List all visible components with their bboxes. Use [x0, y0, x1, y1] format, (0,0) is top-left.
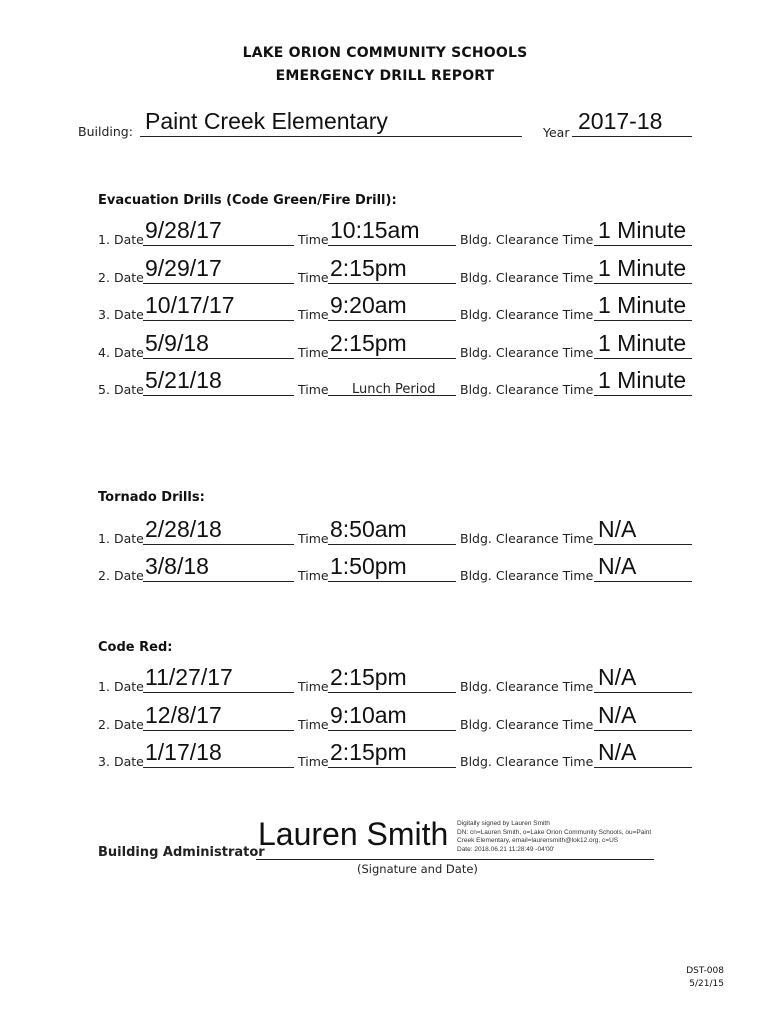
clearance-field-line — [594, 320, 692, 321]
form-footer — [686, 965, 724, 991]
time-field-line — [328, 320, 456, 321]
clearance-label: Bldg. Clearance Time — [460, 269, 594, 285]
clearance-value[interactable]: 1 Minute — [598, 367, 687, 393]
row-number: 1. — [98, 531, 110, 546]
date-value[interactable]: 5/21/18 — [145, 367, 222, 393]
date-field-line — [143, 544, 294, 545]
time-label: Time — [298, 754, 329, 769]
clearance-value[interactable]: N/A — [598, 516, 637, 542]
clearance-value[interactable]: N/A — [598, 553, 637, 579]
form-code: DST-008 — [686, 966, 724, 976]
time-field-line — [328, 358, 456, 359]
date-label: Date — [114, 232, 144, 247]
clearance-label: Bldg. Clearance Time — [460, 531, 594, 546]
date-field-line — [143, 730, 294, 731]
date-label: Date — [114, 754, 144, 769]
clearance-field-line — [594, 358, 692, 359]
clearance-label: Bldg. Clearance Time — [460, 754, 594, 769]
date-label: Date — [114, 269, 144, 285]
row-number: 5. — [98, 382, 110, 397]
year-field-line — [572, 136, 692, 137]
row-number: 1. — [98, 679, 110, 694]
clearance-field-line — [594, 283, 692, 284]
clearance-field-line — [594, 730, 692, 731]
time-label: Time — [298, 344, 329, 360]
clearance-label: Bldg. Clearance Time — [460, 307, 594, 322]
time-value[interactable]: 9:20am — [330, 292, 407, 318]
tornado-heading: Tornado Drills: — [98, 490, 205, 505]
document-title: LAKE ORION COMMUNITY SCHOOLS — [242, 45, 528, 61]
time-value[interactable]: 2:15pm — [330, 329, 407, 356]
date-field-line — [143, 692, 294, 693]
clearance-label: Bldg. Clearance Time — [460, 679, 594, 694]
clearance-label: Bldg. Clearance Time — [460, 344, 594, 360]
time-value[interactable]: 8:50am — [330, 516, 407, 542]
clearance-field-line — [594, 581, 692, 582]
time-label: Time — [298, 232, 329, 247]
date-value[interactable]: 9/29/17 — [145, 254, 222, 281]
date-field-line — [143, 395, 294, 396]
clearance-label: Bldg. Clearance Time — [460, 716, 594, 732]
date-value[interactable]: 2/28/18 — [145, 516, 222, 542]
digital-signature-line: Digitally signed by Lauren Smith — [457, 820, 550, 827]
date-field-line — [143, 581, 294, 582]
time-label: Time — [298, 531, 329, 546]
date-label: Date — [114, 344, 144, 360]
document-subtitle: EMERGENCY DRILL REPORT — [275, 68, 495, 84]
digital-signature-details — [457, 820, 667, 854]
date-value[interactable]: 10/17/17 — [145, 292, 235, 318]
time-field-line — [328, 692, 456, 693]
time-field-line — [328, 730, 456, 731]
time-field-line — [328, 581, 456, 582]
time-field-line — [328, 544, 456, 545]
time-value[interactable]: 2:15pm — [330, 254, 407, 281]
signature-caption: (Signature and Date) — [357, 862, 478, 876]
clearance-label: Bldg. Clearance Time — [460, 232, 594, 247]
clearance-label: Bldg. Clearance Time — [460, 382, 594, 397]
clearance-value[interactable]: 1 Minute — [598, 329, 687, 356]
clearance-field-line — [594, 395, 692, 396]
digital-signature-line: Date: 2018.06.21 11:28:49 -04'00' — [457, 845, 555, 853]
form-date: 5/21/15 — [689, 979, 724, 989]
digital-signature-line: Creek Elementary, email=laurensmith@lok12.org, c=US — [457, 837, 619, 844]
building-field-line — [140, 136, 522, 137]
time-field-line — [328, 283, 456, 284]
date-value[interactable]: 3/8/18 — [145, 553, 209, 579]
time-label: Time — [298, 307, 329, 322]
row-number: 3. — [98, 307, 110, 322]
row-number: 4. — [98, 344, 110, 360]
date-label: Date — [114, 716, 144, 732]
date-field-line — [143, 358, 294, 359]
time-value[interactable]: 1:50pm — [330, 553, 407, 579]
time-field-line — [328, 767, 456, 768]
code-red-heading: Code Red: — [98, 640, 173, 655]
building-label: Building: — [78, 124, 133, 139]
date-field-line — [143, 767, 294, 768]
digital-signature-line: DN: cn=Lauren Smith, o=Lake Orion Community Schools, ou=Paint — [457, 828, 652, 836]
date-label: Date — [114, 382, 144, 397]
time-label: Time — [298, 269, 329, 285]
clearance-value[interactable]: 1 Minute — [598, 292, 687, 318]
time-label: Time — [298, 716, 329, 732]
date-value[interactable]: 12/8/17 — [145, 701, 222, 728]
date-label: Date — [114, 531, 144, 546]
time-label: Time — [298, 382, 329, 397]
date-value[interactable]: 1/17/18 — [145, 739, 222, 765]
date-label: Date — [114, 307, 144, 322]
clearance-field-line — [594, 767, 692, 768]
time-field-line — [328, 245, 456, 246]
clearance-field-line — [594, 692, 692, 693]
clearance-field-line — [594, 245, 692, 246]
clearance-value[interactable]: N/A — [598, 701, 637, 728]
year-value[interactable]: 2017-18 — [578, 108, 663, 134]
signature-label: Building Administrator — [98, 845, 265, 860]
signature-name[interactable]: Lauren Smith — [258, 816, 449, 852]
time-value[interactable]: 2:15pm — [330, 739, 407, 765]
row-number: 2. — [98, 568, 110, 583]
date-label: Date — [114, 679, 144, 694]
date-value[interactable]: 11/27/17 — [145, 664, 233, 690]
building-value[interactable]: Paint Creek Elementary — [145, 108, 388, 134]
row-number: 2. — [98, 716, 110, 732]
clearance-label: Bldg. Clearance Time — [460, 568, 594, 583]
date-field-line — [143, 245, 294, 246]
year-label: Year — [543, 125, 570, 140]
row-number: 2. — [98, 269, 110, 285]
clearance-value[interactable]: N/A — [598, 664, 637, 690]
time-label: Time — [298, 568, 329, 583]
evacuation-heading: Evacuation Drills (Code Green/Fire Drill): — [98, 193, 397, 208]
date-value[interactable]: 5/9/18 — [145, 329, 209, 356]
date-value[interactable]: 9/28/17 — [145, 217, 222, 243]
date-field-line — [143, 283, 294, 284]
time-value[interactable]: 9:10am — [330, 701, 407, 728]
clearance-field-line — [594, 544, 692, 545]
signature-line — [256, 859, 654, 860]
row-number: 1. — [98, 232, 110, 247]
date-label: Date — [114, 568, 144, 583]
clearance-value[interactable]: N/A — [598, 739, 637, 765]
date-field-line — [143, 320, 294, 321]
time-value[interactable]: 2:15pm — [330, 664, 407, 690]
row-number: 3. — [98, 754, 110, 769]
time-label: Time — [298, 679, 329, 694]
time-value[interactable]: Lunch Period — [352, 382, 436, 397]
time-value[interactable]: 10:15am — [330, 217, 420, 243]
clearance-value[interactable]: 1 Minute — [598, 217, 687, 243]
clearance-value[interactable]: 1 Minute — [598, 254, 687, 281]
